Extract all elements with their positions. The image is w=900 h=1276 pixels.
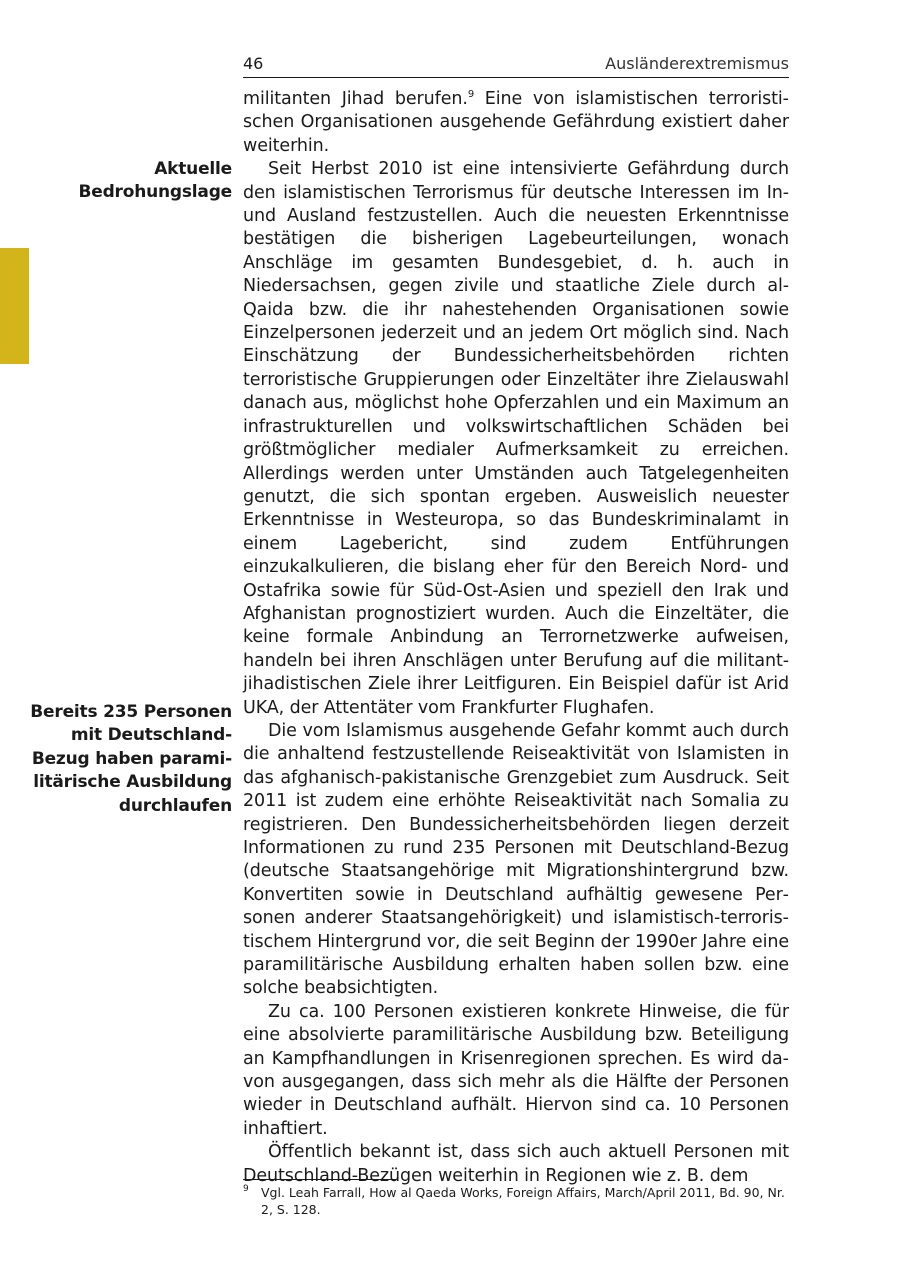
paragraph-continued <box>243 88 789 158</box>
footnote-divider <box>243 1179 396 1180</box>
margin-note-line: Bedrohungslage <box>78 182 232 203</box>
chapter-tab-marker <box>0 248 29 364</box>
paragraph-bedrohungslage: Seit Herbst 2010 ist eine intensivierte Gefährdung durch den islamistischen Terrorismus für deutsche Interessen im In- und Ausland festzustellen. Auch die neuesten Erkenntnisse bestätigen die bisherigen Lagebeurteilungen, wonach Anschläge im gesamten Bundesgebiet, d. h. auch in Niedersachsen, gegen zivile und staatliche Ziele durch al-Qaida bzw. die ihr nahestehenden Organisationen sowie Einzelpersonen jederzeit und an jedem Ort möglich sind. Nach Einschätzung der Bundessicherheitsbehörden richten terroristische Gruppierungen oder Einzeltäter ihre Zielauswahl danach aus, möglichst hohe Opferzahlen und ein Maximum an infrastrukturellen und volkswirtschaftlichen Schäden bei größtmöglicher medialer Aufmerksamkeit zu erreichen. Allerdings werden unter Umständen auch Tatgelegenheiten genutzt, die sich spontan ergeben. Ausweislich neuester Erkenntnisse in Westeuropa, so das Bundeskriminalamt in einem Lagebericht, sind zudem Entführungen einzukalkulieren, die bislang eher für den Bereich Nord- und Ostafrika sowie für Süd-Ost-Asien und speziell den Irak und Afghanistan prognostiziert wurden. Auch die Einzeltäter, die keine formale Anbindung an Terrornetzwerke aufweisen, handeln bei ihren Anschlägen unter Berufung auf die militant-jihadistischen Ziele ihrer Leitfiguren. Ein Beispiel dafür ist Arid UKA, der Attentäter vom Frankfurter Flughafen. <box>243 159 789 718</box>
margin-note-line: Bezug haben parami- <box>31 748 232 769</box>
paragraph-100-personen: Zu ca. 100 Personen existieren konkrete Hinweise, die für eine absolvierte paramilitärische Ausbildung bzw. Beteiligung an Kampfhandlungen in Krisenregionen sprechen. Es wird davon ausgegangen, dass sich mehr als die Hälfte der Personen wieder in Deutschland aufhält. Hiervon sind ca. 10 Personen inhaftiert. <box>243 1001 789 1139</box>
margin-note-line: litärische Ausbildung <box>33 772 232 793</box>
margin-note-aktuelle-bedrohungslage <box>20 158 232 205</box>
footnote-text: Vgl. Leah Farrall, How al Qaeda Works, Foreign Affairs, March/April 2011, Bd. 90, Nr. 2, S. 128. <box>261 1185 785 1217</box>
running-title: Ausländerextremismus <box>605 54 789 73</box>
paragraph-reiseaktivitaet: Die vom Islamismus ausgehende Gefahr kommt auch durch die anhaltend festzustellende Reiseaktivität von Islamisten in das afghanisch-pakistanische Grenzgebiet zum Ausdruck. Seit 2011 ist zudem eine erhöhte Reiseaktivität nach Somalia zu registrieren. Den Bundessicherheitsbehörden liegen derzeit Informationen zu rund 235 Personen mit Deutschland-Bezug (deutsche Staatsangehörige mit Migrationshintergrund bzw. Konvertiten sowie in Deutschland aufhältig gewesene Personen anderer Staatsangehörigkeit) und islamistisch-terroristischem Hintergrund vor, die seit Beginn der 1990er Jahre eine paramilitärische Ausbildung erhalten haben sollen bzw. eine solche beabsichtigten. <box>243 720 789 999</box>
paragraph-text: Eine von islamistischen terroristischen Organisationen ausgehende Gefährdung existiert daher weiterhin. <box>243 89 789 156</box>
page-number: 46 <box>243 54 264 73</box>
margin-note-line: Bereits 235 Personen <box>30 702 232 722</box>
footnote <box>243 1184 789 1218</box>
margin-note-235-personen <box>20 701 232 818</box>
paragraph-oeffentlich-bekannt: Öffentlich bekannt ist, dass sich auch aktuell Personen mit Deutschland-Bezügen weiterhin in Regionen wie z. B. dem <box>243 1142 789 1186</box>
body-text <box>243 88 789 1188</box>
margin-note-line: mit Deutschland- <box>70 725 232 746</box>
paragraph-text: militanten Jihad berufen. <box>243 89 468 109</box>
margin-note-line: Aktuelle <box>154 159 232 179</box>
margin-note-line: durchlaufen <box>118 795 232 816</box>
footnote-number: 9 <box>243 1184 249 1194</box>
page-header <box>243 53 789 78</box>
footnote-reference: 9 <box>467 89 475 100</box>
